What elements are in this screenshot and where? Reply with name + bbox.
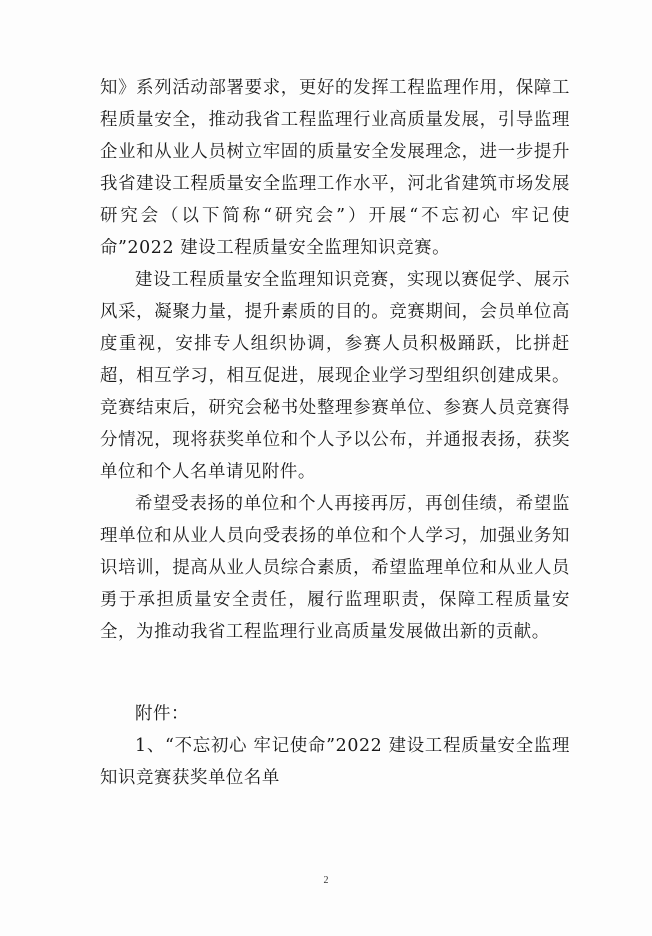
- paragraph-continuation: 知》系列活动部署要求，更好的发挥工程监理作用，保障工程质量安全，推动我省工程监理行业高质量发展，引导监理企业和从业人员树立牢固的质量安全发展理念，进一步提升我省建设工程质量安全监理工作水平，河北省建筑市场发展研究会（以下简称“研究会”）开展“不忘初心 牢记使命”2022 建设工程质量安全监理知识竞赛。: [100, 78, 570, 258]
- attachment-label: 附件：: [135, 704, 189, 724]
- attachment-item: 1、“不忘初心 牢记使命”2022 建设工程质量安全监理知识竞赛获奖单位名单: [100, 736, 570, 788]
- spacer: [100, 648, 570, 698]
- document-body: [100, 72, 570, 794]
- page-number: 2: [323, 875, 329, 886]
- paragraph-encouragement: 希望受表扬的单位和个人再接再厉，再创佳绩，希望监理单位和从业人员向受表扬的单位和个人学习，加强业务知识培训，提高从业人员综合素质，希望监理单位和从业人员勇于承担质量安全责任，履行监理职责，保障工程质量安全，为推动我省工程监理行业高质量发展做出新的贡献。: [100, 494, 570, 642]
- paragraph-competition-summary: 建设工程质量安全监理知识竞赛，实现以赛促学、展示风采，凝聚力量，提升素质的目的。竞赛期间，会员单位高度重视，安排专人组织协调，参赛人员积极踊跃，比拼赶超，相互学习，相互促进，展现企业学习型组织创建成果。竞赛结束后，研究会秘书处整理参赛单位、参赛人员竞赛得分情况，现将获奖单位和个人予以公布，并通报表扬，获奖单位和个人名单请见附件。: [100, 270, 570, 482]
